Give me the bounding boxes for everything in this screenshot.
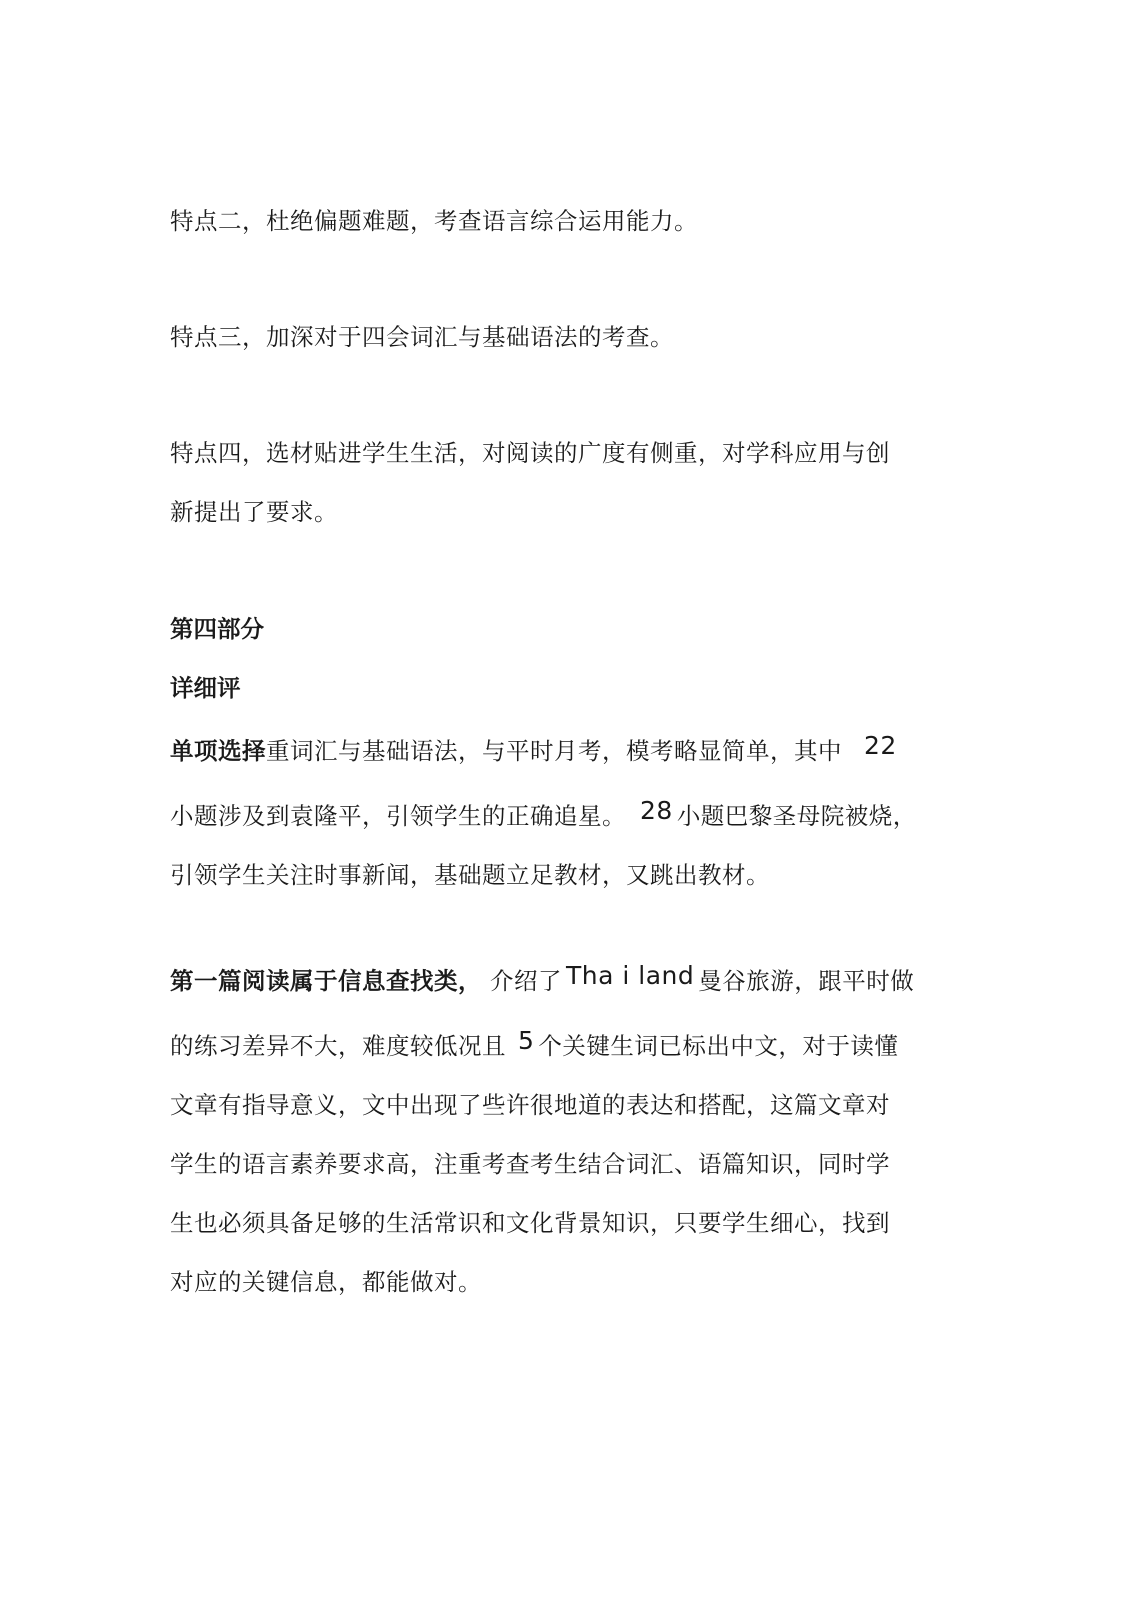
thailand-word: Tha i land xyxy=(566,961,695,990)
feature-four-line-1: 特点四，选材贴进学生生活，对阅读的广度有侧重，对学科应用与创 xyxy=(170,439,890,467)
feature-four-paragraph xyxy=(170,424,970,542)
section-heading: 第四部分 xyxy=(170,615,264,643)
single-choice-line-2 xyxy=(170,781,970,846)
single-choice-line-2-text-a: 小题涉及到袁隆平，引领学生的正确追星。 xyxy=(170,802,626,830)
reading-one-line-6: 对应的关键信息，都能做对。 xyxy=(170,1268,482,1296)
reading-one-line-1-text-b: 曼谷旅游，跟平时做 xyxy=(698,967,915,995)
feature-two-text: 特点二，杜绝偏题难题，考查语言综合运用能力。 xyxy=(170,207,698,235)
single-choice-label: 单项选择 xyxy=(170,737,266,765)
reading-one-line-3: 文章有指导意义，文中出现了些许很地道的表达和搭配，这篇文章对 xyxy=(170,1091,890,1119)
feature-two-paragraph xyxy=(170,192,970,251)
reading-one-line-2-text-a: 的练习差异不大，难度较低况且 xyxy=(170,1032,506,1060)
feature-four-line-2: 新提出了要求。 xyxy=(170,498,338,526)
reading-one-paragraph xyxy=(170,946,970,1312)
single-choice-line-3: 引领学生关注时事新闻，基础题立足教材，又跳出教材。 xyxy=(170,861,770,889)
reading-one-line-1-text-a: 介绍了 xyxy=(490,967,562,995)
subheading: 详细评 xyxy=(170,674,241,702)
reading-one-line-5: 生也必须具备足够的生活常识和文化背景知识，只要学生细心，找到 xyxy=(170,1209,890,1237)
question-number-22: 22 xyxy=(864,731,897,760)
single-choice-line-1 xyxy=(170,716,970,781)
reading-one-label: 第一篇阅读属于信息查找类， xyxy=(170,967,482,995)
feature-three-paragraph xyxy=(170,308,970,367)
feature-three-text: 特点三，加深对于四会词汇与基础语法的考查。 xyxy=(170,323,674,351)
reading-one-line-1 xyxy=(170,946,970,1011)
single-choice-line-1-text: 重词汇与基础语法，与平时月考，模考略显简单，其中 xyxy=(266,737,842,765)
reading-one-line-2 xyxy=(170,1011,970,1076)
single-choice-paragraph xyxy=(170,716,970,905)
question-number-28: 28 xyxy=(640,796,673,825)
reading-one-line-2-text-b: 个关键生词已标出中文，对于读懂 xyxy=(538,1032,899,1060)
single-choice-line-2-text-b: 小题巴黎圣母院被烧， xyxy=(676,802,917,830)
reading-one-line-4: 学生的语言素养要求高，注重考查考生结合词汇、语篇知识，同时学 xyxy=(170,1150,890,1178)
keyword-count: 5 xyxy=(518,1026,535,1055)
